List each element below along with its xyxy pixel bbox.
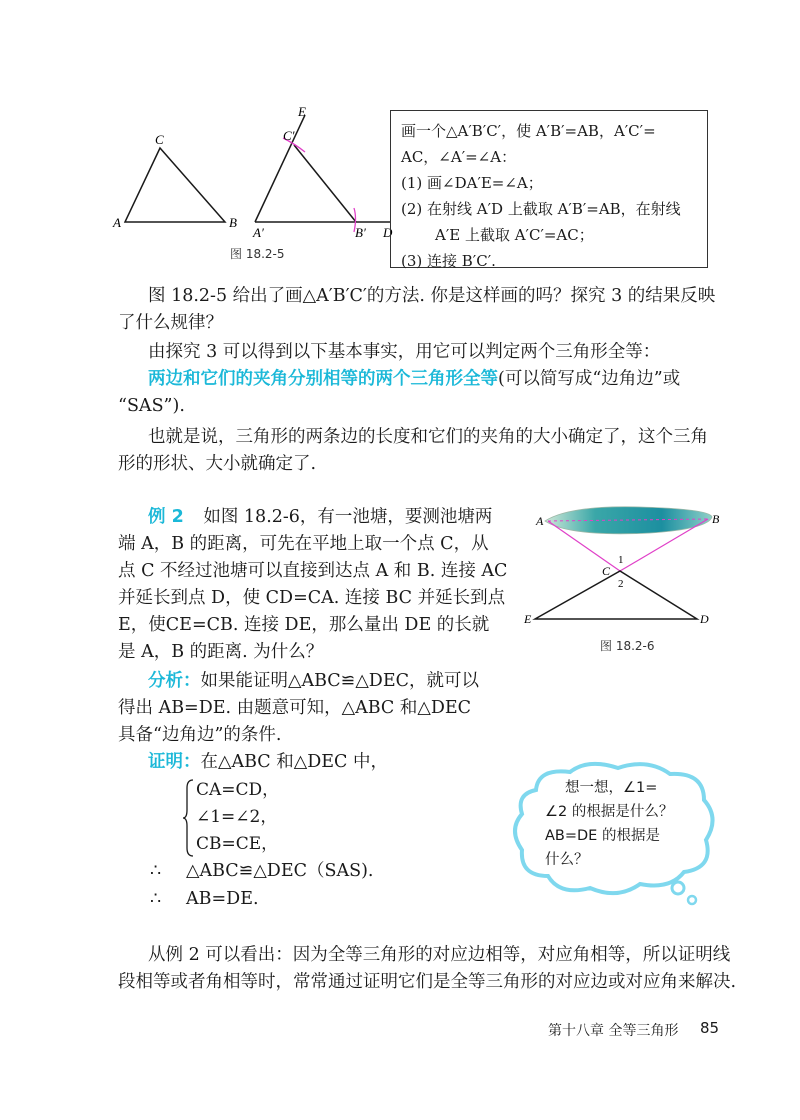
- condition-2: ∠1=∠2，: [196, 807, 278, 827]
- equation-system: [196, 777, 279, 858]
- construction-steps-box: [390, 110, 708, 268]
- text-line: 也就是说，三角形的两条边的长度和它们的夹角的大小确定了，这个三角: [148, 427, 708, 447]
- text-line: 图 18.2-5 给出了画△A′B′C′的方法. 你是这样画的吗？探究 3 的结果反映: [148, 286, 716, 306]
- box-step-2: (2) 在射线 A′D 上截取 A′B′=AB，在射线: [401, 200, 681, 218]
- label-b-prime: B′: [355, 225, 366, 240]
- system-brace: [182, 778, 196, 858]
- text-line: 段相等或者角相等时，常常通过证明它们是全等三角形的对应边或对应角来解决.: [118, 972, 737, 992]
- proof-intro: [148, 749, 508, 776]
- thought-cloud-text: [545, 776, 695, 872]
- label-e: E: [298, 104, 306, 119]
- label-e: E: [524, 612, 532, 626]
- paragraph-conclusion: [118, 942, 738, 996]
- triangle-dec: [535, 571, 697, 619]
- text-line: 并延长到点 D，使 CD=CA. 连接 BC 并延长到点: [118, 588, 506, 608]
- example-label: 例 2: [148, 507, 184, 527]
- text-line: 什么？: [545, 852, 589, 868]
- text-line: E，使CE=CB. 连接 DE，那么量出 DE 的长就: [118, 615, 490, 635]
- label-a: A: [536, 514, 544, 528]
- text-line: 得出 AB=DE. 由题意可知，△ABC 和△DEC: [118, 698, 472, 718]
- text-line: 具备“边角边”的条件.: [118, 725, 282, 745]
- text-line: 在△ABC 和△DEC 中，: [200, 752, 388, 772]
- label-d: D: [700, 612, 709, 626]
- text-line: 如果能证明△ABC≌△DEC，就可以: [200, 671, 479, 691]
- text-line: “SAS”).: [118, 396, 185, 416]
- text-line: 是 A，B 的距离. 为什么？: [118, 642, 324, 662]
- segment-bc: [294, 145, 356, 222]
- text-line: 如图 18.2-6，有一池塘，要测池塘两: [203, 507, 493, 527]
- label-c: C: [155, 132, 164, 147]
- sas-abbrev: (可以简写成“边角边”或: [498, 369, 681, 389]
- text-line: 从例 2 可以看出：因为全等三角形的对应边相等，对应角相等，所以证明线: [148, 945, 731, 965]
- box-step-1: (1) 画∠DA′E=∠A；: [401, 174, 543, 192]
- analysis: [118, 668, 518, 749]
- text-line: 了什么规律？: [118, 313, 223, 333]
- figure-18-2-6: [524, 495, 730, 635]
- conclusion-equal: AB=DE.: [186, 889, 259, 909]
- therefore-symbol: ∴: [150, 889, 162, 909]
- label-c-prime: C′: [283, 128, 295, 143]
- analysis-label: 分析：: [148, 671, 201, 691]
- paragraph-explanation: [118, 424, 728, 478]
- label-c: C: [602, 564, 611, 578]
- example-2: [118, 504, 518, 666]
- text-line: ∠2 的根据是什么？: [545, 804, 674, 820]
- box-line: AC，∠A′=∠A：: [401, 148, 517, 166]
- box-step-2-cont: A′E 上截取 A′C′=AC；: [435, 226, 594, 244]
- therefore-symbol: ∴: [150, 861, 162, 881]
- label-angle-1: 1: [618, 554, 624, 566]
- conclusion-congruent: △ABC≌△DEC（SAS).: [186, 861, 374, 881]
- text-line: 端 A，B 的距离，可先在平地上取一个点 C，从: [118, 534, 489, 554]
- label-d: D: [383, 225, 393, 240]
- sas-theorem: 两边和它们的夹角分别相等的两个三角形全等: [148, 369, 498, 389]
- label-a: A: [113, 215, 121, 230]
- box-line: 画一个△A′B′C′，使 A′B′=AB，A′C′=: [401, 122, 656, 140]
- condition-1: CA=CD，: [196, 780, 280, 800]
- label-b: B: [229, 215, 237, 230]
- paragraph-basic-fact: 由探究 3 可以得到以下基本事实，用它可以判定两个三角形全等：: [148, 342, 661, 362]
- chapter-title: 第十八章 全等三角形: [548, 1023, 679, 1039]
- figure-caption-18-2-6: 图 18.2-6: [600, 639, 655, 653]
- figure-caption-18-2-5: 图 18.2-5: [230, 247, 285, 261]
- label-angle-2: 2: [618, 578, 624, 590]
- label-a-prime: A′: [253, 225, 264, 240]
- page-number: 85: [700, 1019, 720, 1037]
- paragraph-sas: [118, 366, 728, 420]
- condition-3: CB=CE，: [196, 834, 279, 854]
- text-line: 点 C 不经过池塘可以直接到达点 A 和 B. 连接 AC: [118, 561, 508, 581]
- paragraph-figure-note: [118, 283, 728, 337]
- ray-ae: [255, 115, 305, 222]
- box-step-3: (3) 连接 B′C′.: [401, 252, 496, 270]
- text-line: 想一想，∠1=: [565, 780, 658, 796]
- text-line: 形的形状、大小就确定了.: [118, 454, 317, 474]
- proof-label: 证明：: [148, 752, 201, 772]
- text-line: AB=DE 的根据是: [545, 828, 660, 844]
- triangle-abc: [125, 148, 225, 222]
- label-b: B: [712, 512, 720, 526]
